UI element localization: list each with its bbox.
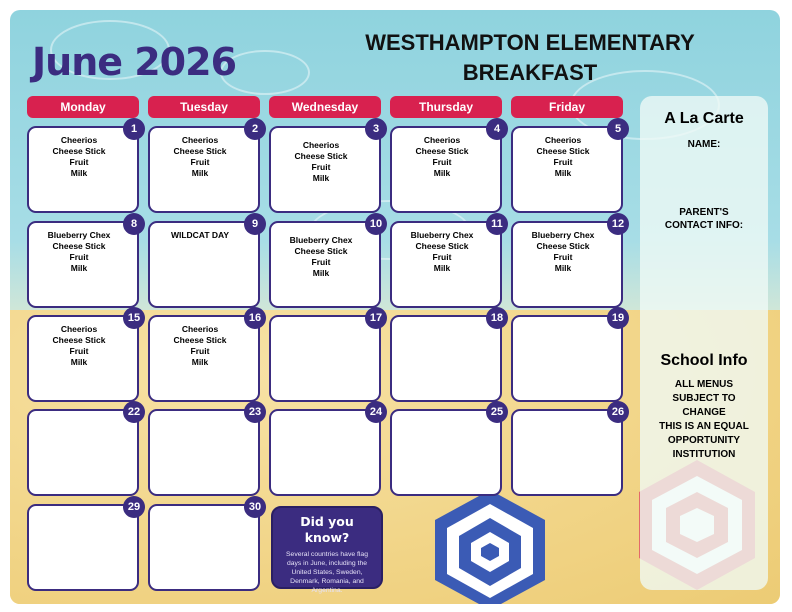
menu-item: Cheese Stick xyxy=(415,146,469,156)
day-cell-2 xyxy=(148,123,260,213)
day-number: 9 xyxy=(244,213,266,235)
day-number: 18 xyxy=(486,307,508,329)
day-cell-16 xyxy=(148,312,262,402)
menu-list xyxy=(152,324,248,368)
weekday-header-wednesday: Wednesday xyxy=(269,96,381,118)
menu-item: Cheese Stick xyxy=(173,146,227,156)
did-you-know-box xyxy=(271,506,383,594)
menu-item: Milk xyxy=(312,173,330,183)
menu-item: Milk xyxy=(70,263,88,273)
day-cell-24 xyxy=(269,406,383,496)
day-cell-5 xyxy=(511,123,623,213)
school-name: WESTHAMPTON ELEMENTARY xyxy=(365,30,695,55)
school-info-line: OPPORTUNITY xyxy=(667,435,741,446)
menu-item: Milk xyxy=(191,357,209,367)
day-cell-8 xyxy=(27,218,139,308)
school-info-line: ALL MENUS xyxy=(674,379,734,390)
day-number: 1 xyxy=(123,118,145,140)
menu-item: Cheese Stick xyxy=(536,146,590,156)
menu-item: Milk xyxy=(554,168,572,178)
menu-item: Cheese Stick xyxy=(415,241,469,251)
day-cell-9 xyxy=(148,218,260,308)
menu-item: Cheerios xyxy=(544,135,582,145)
day-number: 5 xyxy=(607,118,629,140)
menu-list xyxy=(515,135,611,179)
did-you-know-title: Did you know? xyxy=(300,514,354,545)
day-cell-12 xyxy=(511,218,625,308)
day-number: 3 xyxy=(365,118,387,140)
menu-item: Milk xyxy=(191,168,209,178)
day-cell-26 xyxy=(511,406,625,496)
month-title: June 2026 xyxy=(32,40,237,84)
menu-item: Cheerios xyxy=(60,324,98,334)
day-cell-1 xyxy=(27,123,139,213)
menu-item: Milk xyxy=(70,357,88,367)
day-number: 16 xyxy=(244,307,266,329)
menu-list xyxy=(273,140,369,184)
day-number: 26 xyxy=(607,401,629,423)
day-number: 29 xyxy=(123,496,145,518)
menu-item: Fruit xyxy=(553,157,573,167)
menu-item: Blueberry Chex xyxy=(410,230,474,240)
weekday-header-tuesday: Tuesday xyxy=(148,96,260,118)
day-number: 30 xyxy=(244,496,266,518)
name-label: NAME: xyxy=(687,139,721,150)
weekday-header-monday: Monday xyxy=(27,96,139,118)
beach-umbrella-blue-icon xyxy=(415,480,565,604)
menu-item: Fruit xyxy=(311,257,331,267)
menu-item: Fruit xyxy=(69,346,89,356)
day-number: 15 xyxy=(123,307,145,329)
day-number: 12 xyxy=(607,213,629,235)
side-panel xyxy=(640,96,768,590)
school-info-line: INSTITUTION xyxy=(672,449,736,460)
menu-list xyxy=(273,235,369,279)
day-cell-29 xyxy=(27,501,141,591)
day-number: 19 xyxy=(607,307,629,329)
menu-item: Fruit xyxy=(69,157,89,167)
parent-contact-label xyxy=(640,206,768,232)
day-number: 22 xyxy=(123,401,145,423)
parent-contact-line: CONTACT INFO: xyxy=(664,220,744,231)
weekday-header-thursday: Thursday xyxy=(390,96,502,118)
menu-item: Fruit xyxy=(190,346,210,356)
school-info-line: SUBJECT TO xyxy=(672,393,736,404)
menu-item: Blueberry Chex xyxy=(47,230,111,240)
menu-list xyxy=(394,230,490,274)
day-number: 2 xyxy=(244,118,266,140)
menu-item: Fruit xyxy=(553,252,573,262)
menu-item: Blueberry Chex xyxy=(289,235,353,245)
did-you-know-text: Several countries have flag days in June, including the United States, Sweden, Denmark, Romania, and Argentina. xyxy=(286,551,368,594)
menu-list xyxy=(152,135,248,179)
menu-item: Cheese Stick xyxy=(536,241,590,251)
school-title xyxy=(310,28,750,88)
school-info-title: School Info xyxy=(660,352,748,369)
menu-item: Cheese Stick xyxy=(294,151,348,161)
menu-item: Cheerios xyxy=(181,324,219,334)
day-number: 11 xyxy=(486,213,508,235)
menu-list xyxy=(394,135,490,179)
menu-item: Cheerios xyxy=(302,140,340,150)
day-cell-15 xyxy=(27,312,141,402)
day-cell-25 xyxy=(390,406,504,496)
menu-item: Milk xyxy=(433,263,451,273)
calendar-page xyxy=(10,10,780,604)
parent-contact-line: PARENT'S xyxy=(679,207,729,218)
day-number: 17 xyxy=(365,307,387,329)
day-cell-4 xyxy=(390,123,502,213)
day-number: 4 xyxy=(486,118,508,140)
menu-item: Blueberry Chex xyxy=(531,230,595,240)
menu-item: Cheese Stick xyxy=(52,146,106,156)
menu-item: Fruit xyxy=(311,162,331,172)
day-cell-22 xyxy=(27,406,141,496)
day-cell-17 xyxy=(269,312,383,402)
menu-list xyxy=(31,324,127,368)
day-number: 25 xyxy=(486,401,508,423)
menu-list xyxy=(31,230,127,274)
day-number: 23 xyxy=(244,401,266,423)
day-cell-18 xyxy=(390,312,504,402)
day-number: 24 xyxy=(365,401,387,423)
menu-item: Fruit xyxy=(432,252,452,262)
menu-item: Milk xyxy=(554,263,572,273)
day-number: 8 xyxy=(123,213,145,235)
menu-item: Cheese Stick xyxy=(52,335,106,345)
menu-item: Cheerios xyxy=(181,135,219,145)
day-cell-11 xyxy=(390,218,503,308)
a-la-carte-title: A La Carte xyxy=(664,110,744,127)
menu-item: Cheerios xyxy=(60,135,98,145)
day-cell-30 xyxy=(148,501,262,591)
menu-item: WILDCAT DAY xyxy=(170,230,230,240)
menu-list xyxy=(31,135,127,179)
school-info-line: THIS IS AN EQUAL xyxy=(659,421,749,432)
menu-item: Cheese Stick xyxy=(173,335,227,345)
menu-item: Cheese Stick xyxy=(294,246,348,256)
school-info-line: CHANGE xyxy=(682,407,726,418)
day-number: 10 xyxy=(365,213,387,235)
menu-item: Cheerios xyxy=(423,135,461,145)
day-cell-19 xyxy=(511,312,625,402)
day-cell-10 xyxy=(269,218,383,308)
menu-item: Fruit xyxy=(432,157,452,167)
weekday-header-friday: Friday xyxy=(511,96,623,118)
menu-item: Milk xyxy=(70,168,88,178)
menu-item: Fruit xyxy=(69,252,89,262)
menu-item: Milk xyxy=(433,168,451,178)
menu-item: Cheese Stick xyxy=(52,241,106,251)
menu-item: Fruit xyxy=(190,157,210,167)
meal-type: BREAKFAST xyxy=(462,60,598,85)
menu-list xyxy=(152,230,248,241)
day-cell-23 xyxy=(148,406,262,496)
menu-list xyxy=(515,230,611,274)
menu-item: Milk xyxy=(312,268,330,278)
day-cell-3 xyxy=(269,123,381,213)
school-info-text xyxy=(640,378,768,462)
